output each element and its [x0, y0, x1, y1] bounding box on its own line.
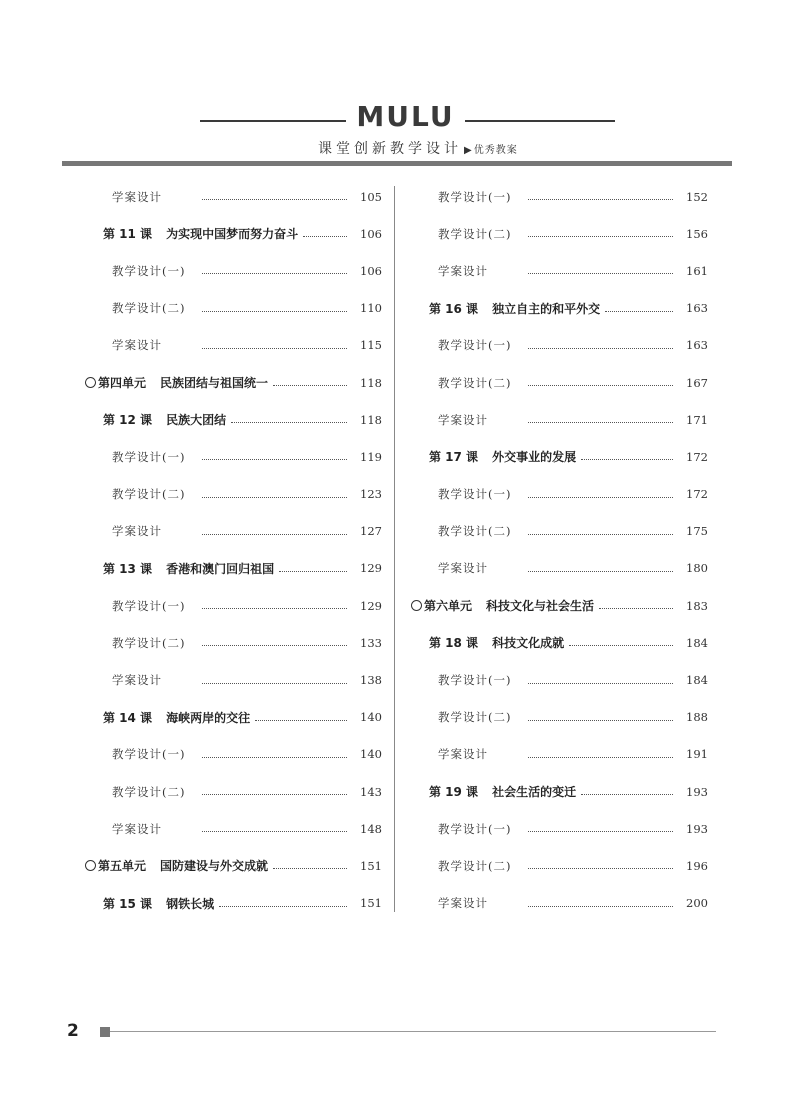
- page-ref: 172: [686, 449, 708, 464]
- entry-title-group: [429, 300, 600, 317]
- toc-right-column: [408, 178, 708, 922]
- dot-leader: [528, 720, 673, 721]
- dot-leader: [528, 348, 673, 349]
- dot-leader: [202, 348, 347, 349]
- entry-title-group: [429, 783, 576, 800]
- entry-label: 教学设计(二): [112, 301, 186, 316]
- dot-leader: [528, 236, 673, 237]
- toc-entry-lesson[interactable]: [408, 438, 708, 475]
- page-ref: 105: [360, 189, 382, 204]
- page-ref: 118: [360, 375, 382, 390]
- unit-title: 科技文化与社会生活: [486, 599, 595, 614]
- circle-shape: [411, 600, 422, 611]
- page-ref: 115: [360, 338, 382, 353]
- unit-number: 第五单元: [98, 859, 147, 874]
- dot-leader: [202, 534, 347, 535]
- dot-leader: [273, 868, 347, 869]
- entry-title-group: [429, 448, 576, 465]
- entry-label: 学案设计: [112, 338, 162, 353]
- entry-label: 教学设计(一): [112, 598, 186, 613]
- toc-entry-design[interactable]: [408, 847, 708, 884]
- page-ref: 133: [360, 635, 382, 650]
- page-header: [0, 0, 790, 170]
- page-ref: 118: [360, 412, 382, 427]
- toc-entry-design[interactable]: [408, 661, 708, 698]
- toc-entry-design[interactable]: [82, 810, 382, 847]
- dot-leader: [202, 831, 347, 832]
- toc-entry-design[interactable]: [82, 624, 382, 661]
- entry-label: 学案设计: [438, 412, 488, 427]
- toc-entry-lesson[interactable]: [82, 885, 382, 922]
- lesson-number: 第 12 课: [103, 413, 153, 428]
- toc-entry-design[interactable]: [82, 587, 382, 624]
- page-ref: 200: [686, 896, 708, 911]
- toc-entry-design[interactable]: [82, 327, 382, 364]
- page-ref: 191: [686, 747, 708, 762]
- toc-entry-design[interactable]: [408, 364, 708, 401]
- toc-entry-lesson[interactable]: [82, 550, 382, 587]
- page-ref: 163: [686, 338, 708, 353]
- entry-label: 教学设计(二): [438, 858, 512, 873]
- dot-leader: [528, 906, 673, 907]
- page-ref: 172: [686, 487, 708, 502]
- entry-label: 教学设计(二): [112, 784, 186, 799]
- page-ref: 188: [686, 710, 708, 725]
- entry-title-group: [98, 374, 268, 391]
- toc-entry-design[interactable]: [408, 252, 708, 289]
- lesson-number: 第 11 课: [103, 227, 153, 242]
- dot-leader: [255, 720, 347, 721]
- dot-leader: [528, 273, 673, 274]
- header-bar: [62, 161, 732, 166]
- page-ref: 106: [360, 263, 382, 278]
- lesson-number: 第 17 课: [429, 450, 479, 465]
- toc-entry-design[interactable]: [408, 550, 708, 587]
- entry-label: 学案设计: [112, 821, 162, 836]
- page-ref: 184: [686, 635, 708, 650]
- dot-leader: [581, 794, 673, 795]
- page-ref: 123: [360, 487, 382, 502]
- lesson-title: 民族大团结: [166, 413, 227, 428]
- entry-label: 教学设计(一): [438, 821, 512, 836]
- dot-leader: [528, 385, 673, 386]
- page-ref: 171: [686, 412, 708, 427]
- entry-label: 教学设计(二): [438, 226, 512, 241]
- entry-title-group: [424, 597, 594, 614]
- dot-leader: [599, 608, 673, 609]
- page-ref: 193: [686, 784, 708, 799]
- dot-leader: [528, 497, 673, 498]
- page-ref: 161: [686, 263, 708, 278]
- entry-label: 教学设计(二): [438, 710, 512, 725]
- dot-leader: [202, 273, 347, 274]
- toc-entry-design[interactable]: [408, 810, 708, 847]
- dot-leader: [202, 683, 347, 684]
- entry-label: 教学设计(一): [438, 673, 512, 688]
- unit-title: 国防建设与外交成就: [160, 859, 269, 874]
- toc-entry-design[interactable]: [82, 736, 382, 773]
- lesson-title: 钢铁长城: [166, 896, 215, 911]
- dot-leader: [303, 236, 347, 237]
- entry-label: 教学设计(一): [112, 263, 186, 278]
- entry-label: 学案设计: [112, 673, 162, 688]
- header-rule-left: [200, 120, 346, 122]
- page-ref: 151: [360, 858, 382, 873]
- page-ref: 152: [686, 189, 708, 204]
- unit-number: 第六单元: [424, 599, 473, 614]
- dot-leader: [202, 497, 347, 498]
- dot-leader: [528, 757, 673, 758]
- page-ref: 163: [686, 301, 708, 316]
- toc-entry-design[interactable]: [82, 438, 382, 475]
- page-ref: 184: [686, 673, 708, 688]
- lesson-number: 第 13 课: [103, 561, 153, 576]
- lesson-number: 第 18 课: [429, 636, 479, 651]
- toc-entry-design[interactable]: [408, 885, 708, 922]
- dot-leader: [219, 906, 347, 907]
- page-ref: 156: [686, 226, 708, 241]
- header-subtitle: [318, 138, 518, 158]
- page-ref: 196: [686, 858, 708, 873]
- toc-entry-design[interactable]: [408, 327, 708, 364]
- dot-leader: [202, 794, 347, 795]
- toc-entry-unit[interactable]: [82, 364, 382, 401]
- page-ref: 183: [686, 598, 708, 613]
- entry-title-group: [103, 411, 226, 428]
- entry-title-group: [429, 634, 564, 651]
- toc-entry-design[interactable]: [408, 215, 708, 252]
- toc-entry-design[interactable]: [82, 290, 382, 327]
- toc-entry-lesson[interactable]: [408, 290, 708, 327]
- toc-entry-lesson[interactable]: [82, 215, 382, 252]
- entry-title-group: [103, 709, 250, 726]
- toc-entry-lesson[interactable]: [408, 773, 708, 810]
- unit-number: 第四单元: [98, 376, 147, 391]
- entry-label: 教学设计(一): [112, 449, 186, 464]
- page-number: 2: [67, 1021, 79, 1041]
- dot-leader: [273, 385, 347, 386]
- entry-label: 教学设计(一): [112, 747, 186, 762]
- dot-leader: [569, 645, 673, 646]
- lesson-title: 独立自主的和平外交: [492, 301, 601, 316]
- toc-entry-design[interactable]: [82, 513, 382, 550]
- page-ref: 129: [360, 561, 382, 576]
- page-ref: 119: [360, 449, 382, 464]
- dot-leader: [202, 311, 347, 312]
- lesson-number: 第 14 课: [103, 710, 153, 725]
- page-ref: 110: [360, 301, 382, 316]
- page-ref: 129: [360, 598, 382, 613]
- page-title: MULU: [356, 100, 455, 133]
- lesson-title: 海峡两岸的交往: [166, 710, 251, 725]
- entry-label: 教学设计(一): [438, 487, 512, 502]
- toc-entry-design[interactable]: [408, 476, 708, 513]
- entry-title-group: [103, 225, 298, 242]
- lesson-title: 社会生活的变迁: [492, 785, 577, 800]
- toc-entry-design[interactable]: [408, 513, 708, 550]
- circle-shape: [85, 860, 96, 871]
- entry-label: 教学设计(一): [438, 189, 512, 204]
- circle-bullet-icon: [85, 859, 98, 872]
- entry-label: 教学设计(二): [112, 487, 186, 502]
- entry-label: 教学设计(二): [438, 375, 512, 390]
- page-ref: 127: [360, 524, 382, 539]
- toc-entry-design[interactable]: [82, 773, 382, 810]
- page-ref: 180: [686, 561, 708, 576]
- toc-entry-unit[interactable]: [408, 587, 708, 624]
- entry-label: 学案设计: [112, 524, 162, 539]
- dot-leader: [202, 608, 347, 609]
- dot-leader: [231, 422, 347, 423]
- page-ref: 193: [686, 821, 708, 836]
- dot-leader: [528, 534, 673, 535]
- entry-label: 学案设计: [438, 263, 488, 278]
- toc-entry-lesson[interactable]: [408, 624, 708, 661]
- dot-leader: [528, 422, 673, 423]
- circle-bullet-icon: [411, 599, 424, 612]
- unit-title: 民族团结与祖国统一: [160, 376, 269, 391]
- dot-leader: [202, 757, 347, 758]
- dot-leader: [202, 199, 347, 200]
- lesson-title: 科技文化成就: [492, 636, 565, 651]
- circle-shape: [85, 377, 96, 388]
- entry-title-group: [98, 857, 268, 874]
- entry-label: 学案设计: [438, 896, 488, 911]
- toc-entry-lesson[interactable]: [82, 401, 382, 438]
- play-arrow-icon: ▶: [464, 145, 472, 156]
- dot-leader: [528, 683, 673, 684]
- dot-leader: [202, 645, 347, 646]
- page-ref: 175: [686, 524, 708, 539]
- toc-entry-design[interactable]: [408, 401, 708, 438]
- entry-label: 教学设计(二): [438, 524, 512, 539]
- page-ref: 148: [360, 821, 382, 836]
- entry-label: 学案设计: [438, 747, 488, 762]
- entry-label: 学案设计: [112, 189, 162, 204]
- footer-square: [100, 1027, 110, 1037]
- lesson-title: 香港和澳门回归祖国: [166, 561, 275, 576]
- toc-entry-design[interactable]: [408, 699, 708, 736]
- subtitle-text: 课堂创新教学设计: [318, 141, 462, 157]
- entry-label: 教学设计(二): [112, 635, 186, 650]
- dot-leader: [279, 571, 347, 572]
- toc-entry-design[interactable]: [82, 178, 382, 215]
- toc-entry-lesson[interactable]: [82, 699, 382, 736]
- toc-entry-design[interactable]: [408, 178, 708, 215]
- lesson-number: 第 15 课: [103, 896, 153, 911]
- entry-title-group: [103, 560, 274, 577]
- dot-leader: [528, 571, 673, 572]
- entry-label: 学案设计: [438, 561, 488, 576]
- column-divider: [394, 186, 395, 912]
- page-ref: 140: [360, 747, 382, 762]
- page-ref: 138: [360, 673, 382, 688]
- page-ref: 140: [360, 710, 382, 725]
- entry-title-group: [103, 895, 214, 912]
- page-ref: 151: [360, 896, 382, 911]
- dot-leader: [581, 459, 673, 460]
- entry-label: 教学设计(一): [438, 338, 512, 353]
- lesson-title: 外交事业的发展: [492, 450, 577, 465]
- page-ref: 106: [360, 226, 382, 241]
- dot-leader: [605, 311, 673, 312]
- circle-bullet-icon: [85, 376, 98, 389]
- toc-entry-design[interactable]: [408, 736, 708, 773]
- toc-entry-unit[interactable]: [82, 847, 382, 884]
- lesson-number: 第 19 课: [429, 785, 479, 800]
- lesson-title: 为实现中国梦而努力奋斗: [166, 227, 299, 242]
- brand-text: 优秀教案: [473, 145, 518, 156]
- lesson-number: 第 16 课: [429, 301, 479, 316]
- toc-entry-design[interactable]: [82, 661, 382, 698]
- dot-leader: [528, 868, 673, 869]
- header-rule-right: [465, 120, 615, 122]
- page-ref: 167: [686, 375, 708, 390]
- dot-leader: [528, 831, 673, 832]
- toc-left-column: [82, 178, 382, 922]
- dot-leader: [528, 199, 673, 200]
- page-ref: 143: [360, 784, 382, 799]
- toc-entry-design[interactable]: [82, 252, 382, 289]
- dot-leader: [202, 459, 347, 460]
- footer-rule: [110, 1031, 716, 1032]
- toc-entry-design[interactable]: [82, 476, 382, 513]
